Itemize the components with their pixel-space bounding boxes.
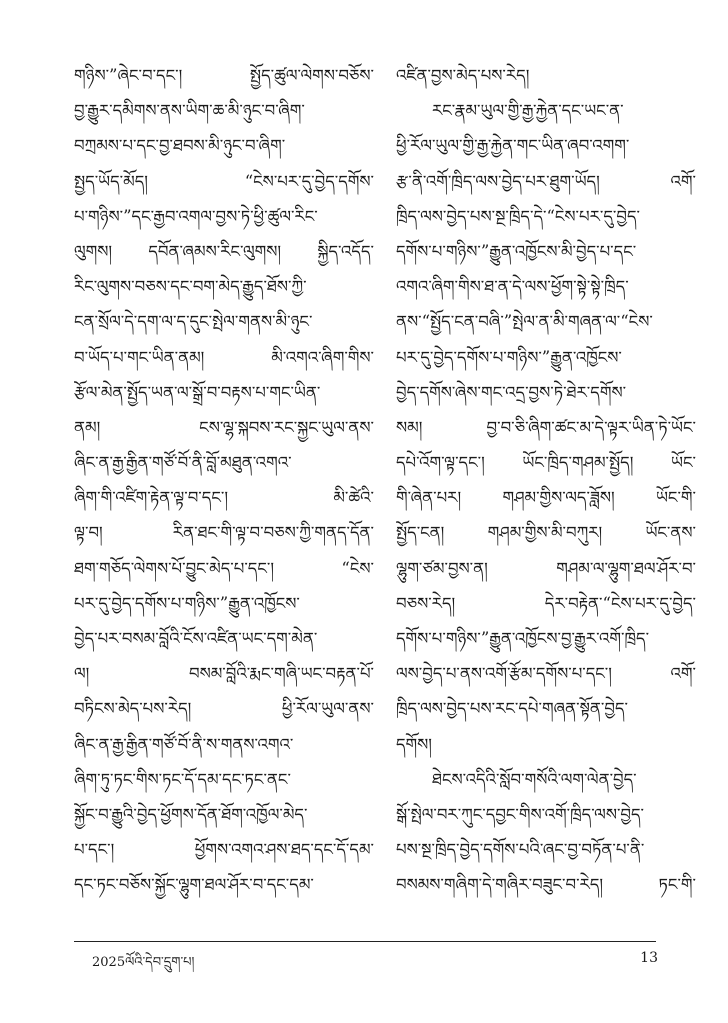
text-line: ལ། བསམ་བློའི་རྨང་གཞི་ཡང་བརྟན་པོ་ bbox=[74, 664, 374, 684]
text-line: ཐེངས་འདིའི་སློབ་གསོའི་ལག་ལེན་བྱེད་ bbox=[432, 769, 637, 789]
text-line: བྱ་རྒྱུར་དམིགས་ནས་ཡིག་ཆ་མི་ཉུང་བ་ཞིག་ bbox=[74, 101, 305, 121]
text-line: ཞིང་ན་རྒྱ་རྒྱིན་གཙོ་བོ་ནི་ས་གནས་འགའ་ bbox=[74, 734, 294, 754]
text-line: པར་དུ་བྱེད་དགོས་པ་གཉིས་”རྒྱུན་འཁྱོངས་ bbox=[74, 593, 300, 613]
text-line: སྤྱད་ཡོད་མོད། “ངེས་པར་དུ་བྱེད་དགོས་ bbox=[74, 171, 374, 191]
text-line: ནས་“སྤྱོད་ངན་བཞི་”སྤེལ་ན་མི་གཞན་ལ་“ངེས་ bbox=[396, 312, 653, 332]
text-line: བྱེད་དགོས་ཞེས་གང་འདྲ་བྱས་ཏེ་ཐེར་དགོས་ bbox=[396, 382, 627, 402]
text-line: ཁྲིད་ལས་བྱེད་པས་རང་དཔེ་གཞན་སྟོན་བྱེད་ bbox=[396, 699, 628, 719]
text-line: སྒོ་སྤེལ་བར་ཀུང་དབྱང་གིས་འགོ་ཁྲིད་ལས་བྱེད་ bbox=[396, 804, 645, 824]
page-number: 13 bbox=[640, 950, 658, 966]
text-line: སྐྱོང་བ་རྒྱུའི་བྱེད་ཕྱོགས་དོན་ཐོག་འཁྱོལ་མེད་ bbox=[74, 804, 308, 824]
text-line: ནམ། ངས་ལྷ་སྐབས་རང་སྐྱང་ཡུལ་ནས་ bbox=[74, 417, 374, 437]
text-line: ཞིང་ན་རྒྱ་རྒྱིན་གཙོ་བོ་ནི་བློ་མཐུན་འགའ་ bbox=[74, 453, 292, 473]
text-line: པ་གཉིས་”དང་རྒྱབ་འགལ་བྱས་ཏེ་ཕྱི་ཚུལ་རིང་ bbox=[74, 206, 318, 226]
text-line: གཉིས་”ཞེང་བ་དང་། སྤྱོད་ཚུལ་ལེགས་བཅོས་ bbox=[74, 66, 374, 85]
text-line: བཀྲམས་པ་དང་བྱ་ཐབས་མི་ཉུང་བ་ཞིག་ bbox=[74, 136, 286, 156]
text-line: དཔེ་འོག་ལྟ་དང་། ཡོང་ཁྲིད་གཤམ་སྤྱོད། ཡོང་ bbox=[396, 453, 696, 473]
text-line: རྩོལ་མེན་སྤྱོད་ཡན་ལ་སྒྲོ་བ་བརྟས་པ་གང་ཡིན་ bbox=[74, 382, 321, 402]
text-line: ཞིག་གི་འཛིག་རྟེན་ལྟ་བ་དང་། མི་ཚེའི་ bbox=[74, 488, 374, 508]
text-line: འཛིན་བྱས་མེད་པས་རེད། bbox=[396, 66, 530, 85]
text-line: ཞིག་ཏུ་ཏང་གིས་ཏང་དོ་དམ་དང་ཏང་ནང་ bbox=[74, 769, 291, 789]
text-line: སམ། བྱ་བ་ཅི་ཞིག་ཚང་མ་དེ་ལྟར་ཡིན་ཏེ་ཡོང་ bbox=[396, 417, 696, 437]
text-line: ཕྱི་རོལ་ཡུལ་གྱི་རྒྱ་རྐྱེན་གང་ཡིན་ཞབ་འགག་ bbox=[396, 136, 630, 156]
text-line: བསམས་གཞིག་དེ་གཞིར་བཟུང་བ་རེད། ཏང་གི་ bbox=[396, 875, 696, 895]
text-line: རིང་ལུགས་བཅས་དང་བག་མེད་རྒྱུད་ཐོས་ཀྱི་ bbox=[74, 277, 307, 297]
text-line: གི་ཞེན་པར། གཤམ་གྱིས་ལད་ཟློས། ཡོང་གི་ bbox=[396, 488, 696, 508]
text-line: རང་རྣམ་ཡུལ་གྱི་རྒྱ་རྐྱེན་དང་ཡང་ན་ bbox=[432, 101, 624, 121]
text-line: ལྷུག་ཙམ་བྱས་ན། གཤམ་ལ་ལྷུག་ཐལ་ཤོར་བ་ bbox=[396, 558, 696, 578]
text-line: དགོས། bbox=[396, 734, 432, 754]
text-line: རྩ་ནི་འགོ་ཁྲིད་ལས་བྱེད་པར་ཐུག་ཡོད། འགོ་ bbox=[396, 171, 696, 191]
text-line: འགའ་ཞིག་གིས་ཐ་ན་དེ་ལས་ཕྱོག་སྟེ་སྟེ་ཁྲིད་ bbox=[396, 277, 629, 297]
text-line: དགོས་པ་གཉིས་”རྒྱུན་འཁྱོངས་བྱ་རྒྱུར་འགོ་ཁྲིད་ bbox=[396, 629, 650, 648]
text-line: ཐག་གཅོད་ལེགས་པོ་བྱུང་མེད་པ་དང་། “ངེས་ bbox=[74, 558, 374, 578]
text-line: པ་དང་། ཕྱོགས་འགའ་ཤས་ཐད་དང་དོ་དམ་ bbox=[74, 840, 374, 860]
footer-issue-label: 2025ལོའི་དེབ་དྲུག་པ། bbox=[92, 955, 195, 970]
footer-divider bbox=[74, 941, 656, 942]
text-line: ལུགས། དབོན་ཞམས་རིང་ལུགས། སྐྱིད་འདོད་ bbox=[74, 241, 374, 261]
text-line: ལས་བྱེད་པ་ནས་འགོ་རྩོམ་དགོས་པ་དང་། འགོ་ bbox=[396, 664, 696, 684]
text-line: པར་དུ་བྱེད་དགོས་པ་གཉིས་”རྒྱུན་འཁྱོངས་ bbox=[396, 347, 622, 367]
text-line: ཁྲིད་ལས་བྱེད་པས་སྔ་ཁྲིད་དེ་“ངེས་པར་དུ་བྱེད་ bbox=[396, 206, 640, 226]
text-line: ངན་སྲོལ་དེ་དག་ལ་ད་དུང་སྤེལ་གནས་མི་ཉུང་ bbox=[74, 312, 313, 332]
text-line: བྱེད་པར་བསམ་བློའི་ངོས་འཛིན་ཡང་དག་མེན་ bbox=[74, 629, 318, 648]
text-line: པས་སྔ་ཁྲིད་བྱེད་དགོས་པའི་ཞང་བྱ་བཏོན་པ་ནི་ bbox=[396, 840, 645, 860]
text-line: བཅས་རེད། དེར་བརྟེན་“ངེས་པར་དུ་བྱེད་ bbox=[396, 593, 696, 613]
text-line: བ་ཡོད་པ་གང་ཡིན་ནམ། མི་འགའ་ཞིག་གིས་ bbox=[74, 347, 374, 367]
text-line: ལྟ་བ། རིན་ཐང་གི་ལྟ་བ་བཅས་ཀྱི་གནད་དོན་ bbox=[74, 523, 374, 543]
text-line: དགོས་པ་གཉིས་”རྒྱུན་འཁྱོངས་མི་བྱེད་པ་དང་ bbox=[396, 241, 637, 261]
right-column bbox=[396, 58, 696, 903]
text-line: དང་ཏང་བཅོས་སྐྱོང་ལྷུག་ཐལ་ཤོར་བ་དང་དམ་ bbox=[74, 875, 314, 895]
text-line: བཏིངས་མེད་པས་རེད། ཕྱི་རོལ་ཡུལ་ནས་ bbox=[74, 699, 374, 719]
text-line: སྤྱོད་ངན། གཤམ་གྱིས་མི་བཀུར། ཡོང་ནས་ bbox=[396, 523, 696, 543]
left-column bbox=[74, 58, 374, 903]
